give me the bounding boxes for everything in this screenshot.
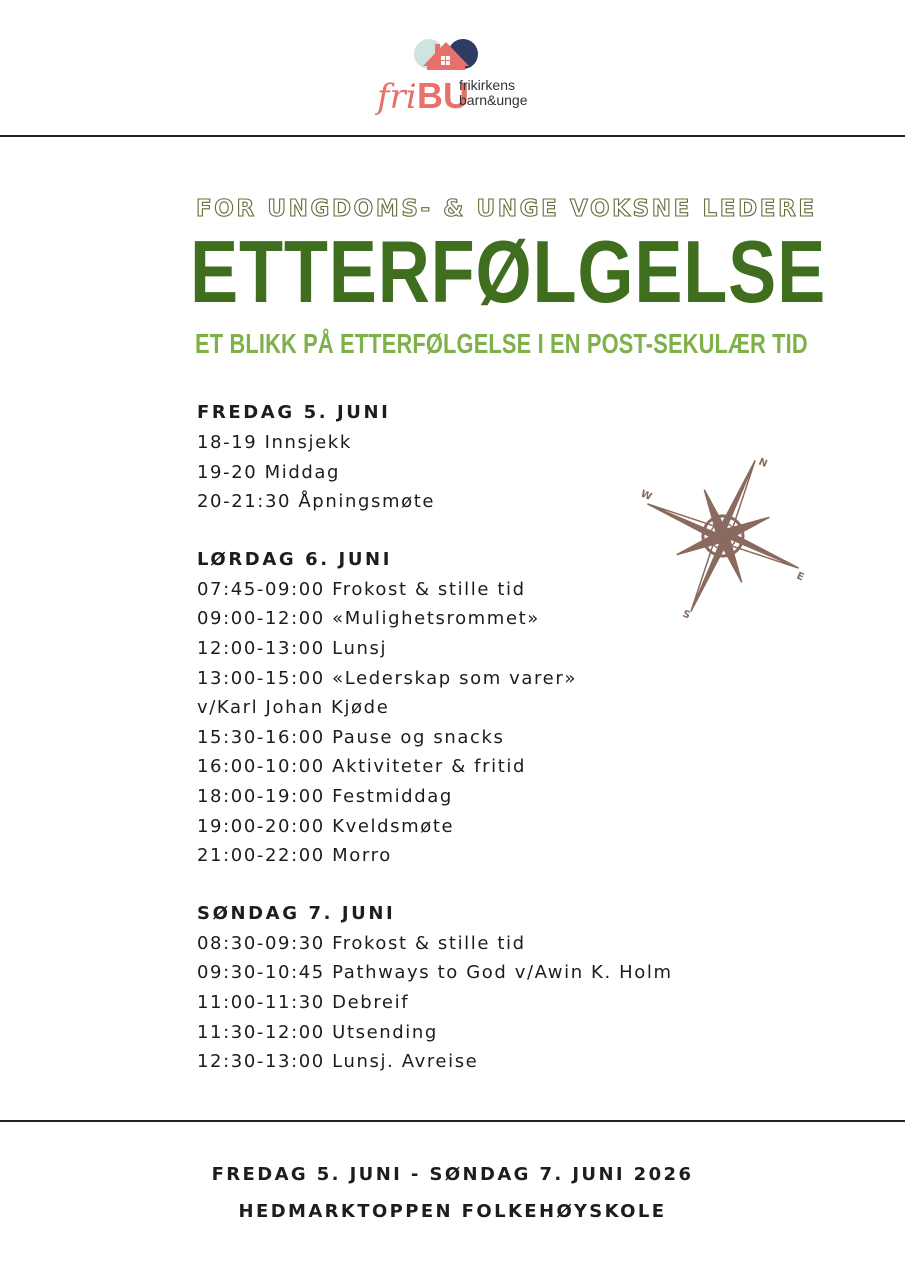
day-heading: FREDAG 5. JUNI [197, 402, 391, 423]
schedule-item: 11:30-12:00 Utsending [197, 1021, 438, 1043]
compass-label-e: E [794, 570, 806, 584]
logo-tagline-line2: barn&unge [459, 92, 528, 108]
schedule-item: 12:30-13:00 Lunsj. Avreise [197, 1051, 479, 1073]
bottom-divider [0, 1120, 905, 1122]
schedule-item: 19-20 Middag [197, 461, 341, 483]
audience-kicker: FOR UNGDOMS- & UNGE VOKSNE LEDERE [196, 196, 817, 222]
schedule-item: 12:00-13:00 Lunsj [197, 637, 388, 659]
top-divider [0, 135, 905, 137]
logo-tagline [459, 78, 528, 108]
day-heading: LØRDAG 6. JUNI [197, 548, 393, 570]
fribu-logo [375, 34, 535, 117]
compass-rose-icon [628, 448, 818, 628]
schedule-item: 11:00-11:30 Debreif [197, 991, 410, 1013]
schedule-item: 09:00-12:00 «Mulighetsrommet» [197, 608, 540, 630]
day-sunday [197, 899, 757, 1077]
event-venue: HEDMARKTOPPEN FOLKEHØYSKOLE [238, 1201, 667, 1222]
page-subtitle: ET BLIKK PÅ ETTERFØLGELSE I EN POST-SEKULÆR TID [195, 328, 808, 359]
schedule-item: 15:30-16:00 Pause og snacks [197, 726, 505, 748]
schedule-item: 09:30-10:45 Pathways to God v/Awin K. Holm [197, 962, 673, 984]
schedule-item: 13:00-15:00 «Lederskap som varer» [197, 667, 577, 689]
compass-label-n: N [756, 456, 769, 471]
schedule-item: 16:00-10:00 Aktiviteter & fritid [197, 756, 526, 778]
logo-wordmark-fri: fri [377, 77, 417, 117]
day-heading: SØNDAG 7. JUNI [197, 902, 396, 924]
schedule-item: 18-19 Innsjekk [197, 432, 352, 453]
logo-wordmark-bu: BU [417, 75, 469, 116]
schedule-item: 18:00-19:00 Festmiddag [197, 785, 453, 807]
logo-tagline-line1: frikirkens [459, 77, 516, 93]
schedule-item: 20-21:30 Åpningsmøte [197, 491, 436, 513]
schedule-item: v/Karl Johan Kjøde [197, 697, 390, 719]
page-title: ETTERFØLGELSE [190, 222, 827, 321]
event-dates: FREDAG 5. JUNI - SØNDAG 7. JUNI 2026 [211, 1164, 694, 1185]
schedule-item: 07:45-09:00 Frokost & stille tid [197, 578, 526, 600]
schedule-item: 21:00-22:00 Morro [197, 845, 392, 867]
schedule-item: 19:00-20:00 Kveldsmøte [197, 815, 455, 837]
schedule-item: 08:30-09:30 Frokost & stille tid [197, 932, 526, 954]
compass-label-w: W [638, 488, 654, 504]
compass-label-s: S [680, 608, 692, 622]
